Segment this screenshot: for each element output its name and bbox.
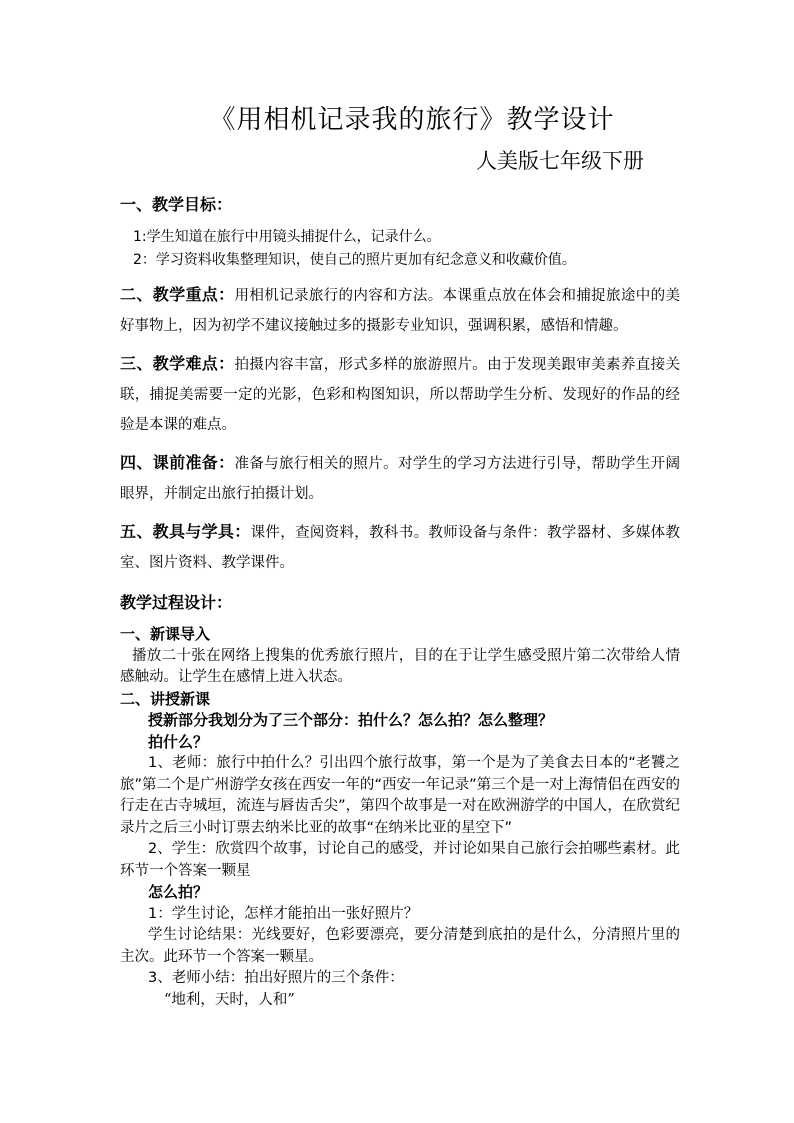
goal-item: 2：学习资料收集整理知识，使自己的照片更加有纪念意义和收藏价值。 [133,252,576,268]
how-paragraph-1: 1：学生讨论，怎样才能拍出一张好照片？ [148,905,419,922]
tools-heading: 五、教具与学具： [120,522,251,541]
intro-heading: 一、新课导入 [120,625,211,643]
document-body [120,190,680,1011]
difficulty-heading: 三、教学难点： [120,354,235,373]
section-focus [120,280,680,341]
tools-text: 课件，查阅资料，教科书。教师设备与条件：教学器材、多媒体教室、图片资料、教学课件。 [120,525,680,571]
intro-text: 播放二十张在网络上搜集的优秀旅行照片，目的在于让学生感受照片第二次带给人情感触动。让学生在感情上进入状态。 [120,647,680,685]
goals-heading: 一、教学目标： [120,195,233,214]
section-goals [120,190,680,272]
how-quote: “地利，天时，人和” [164,991,295,1008]
process-heading: 教学过程设计： [120,593,233,612]
how-paragraph-2: 学生讨论结果：光线要好，色彩要漂亮，要分清楚到底拍的是什么，分清照片里的主次。此环节一个答案一颗星。 [120,927,680,965]
teach-summary: 授新部分我划分为了三个部分：拍什么？怎么拍？怎么整理？ [148,711,554,729]
document-title: 《用相机记录我的旅行》教学设计 [209,105,615,135]
goal-item: 1:学生知道在旅行中用镜头捕捉什么，记录什么。 [133,229,441,245]
section-prep [120,448,680,509]
focus-heading: 二、教学重点： [120,285,235,304]
how-paragraph-3: 3、老师小结：拍出好照片的三个条件： [148,970,404,986]
section-difficulty [120,349,680,440]
prep-heading: 四、课前准备： [120,453,235,472]
section-process [120,588,680,1011]
document-subtitle: 人美版七年级下册 [476,149,644,173]
how-heading: 怎么拍？ [148,883,209,901]
focus-text: 用相机记录旅行的内容和方法。本课重点放在体会和捕捉旅途中的美好事物上，因为初学不建议接触过多的摄影专业知识，强调积累，感悟和情趣。 [120,288,680,334]
difficulty-text: 拍摄内容丰富，形式多样的旅游照片。由于发现美跟审美素养直接关联，捕捉美需要一定的光影，色彩和构图知识，所以帮助学生分析、发现好的作品的经验是本课的难点。 [120,357,680,433]
what-paragraph-2: 2、学生：欣赏四个故事，讨论自己的感受，并讨论如果自己旅行会拍哪些素材。此环节一个答案一颗星 [120,841,680,879]
section-tools [120,517,680,578]
teach-heading: 二、讲授新课 [120,689,211,708]
what-heading: 拍什么？ [148,732,209,751]
prep-text: 准备与旅行相关的照片。对学生的学习方法进行引导，帮助学生开阔眼界，并制定出旅行拍摄计划。 [120,456,680,502]
what-paragraph-1: 1、老师：旅行中拍什么？引出四个旅行故事，第一个是为了美食去日本的“老饕之旅”第二个是广州游学女孩在西安一年的“西安一年记录”第三个是一对上海情侣在西安的行走在古寺城垣，流连与唇齿舌尖”，第四个故事是一对在欧洲游学的中国人，在欣赏纪录片之后三小时订票去纳米比亚的故事“在纳米比亚的星空下” [120,755,680,836]
